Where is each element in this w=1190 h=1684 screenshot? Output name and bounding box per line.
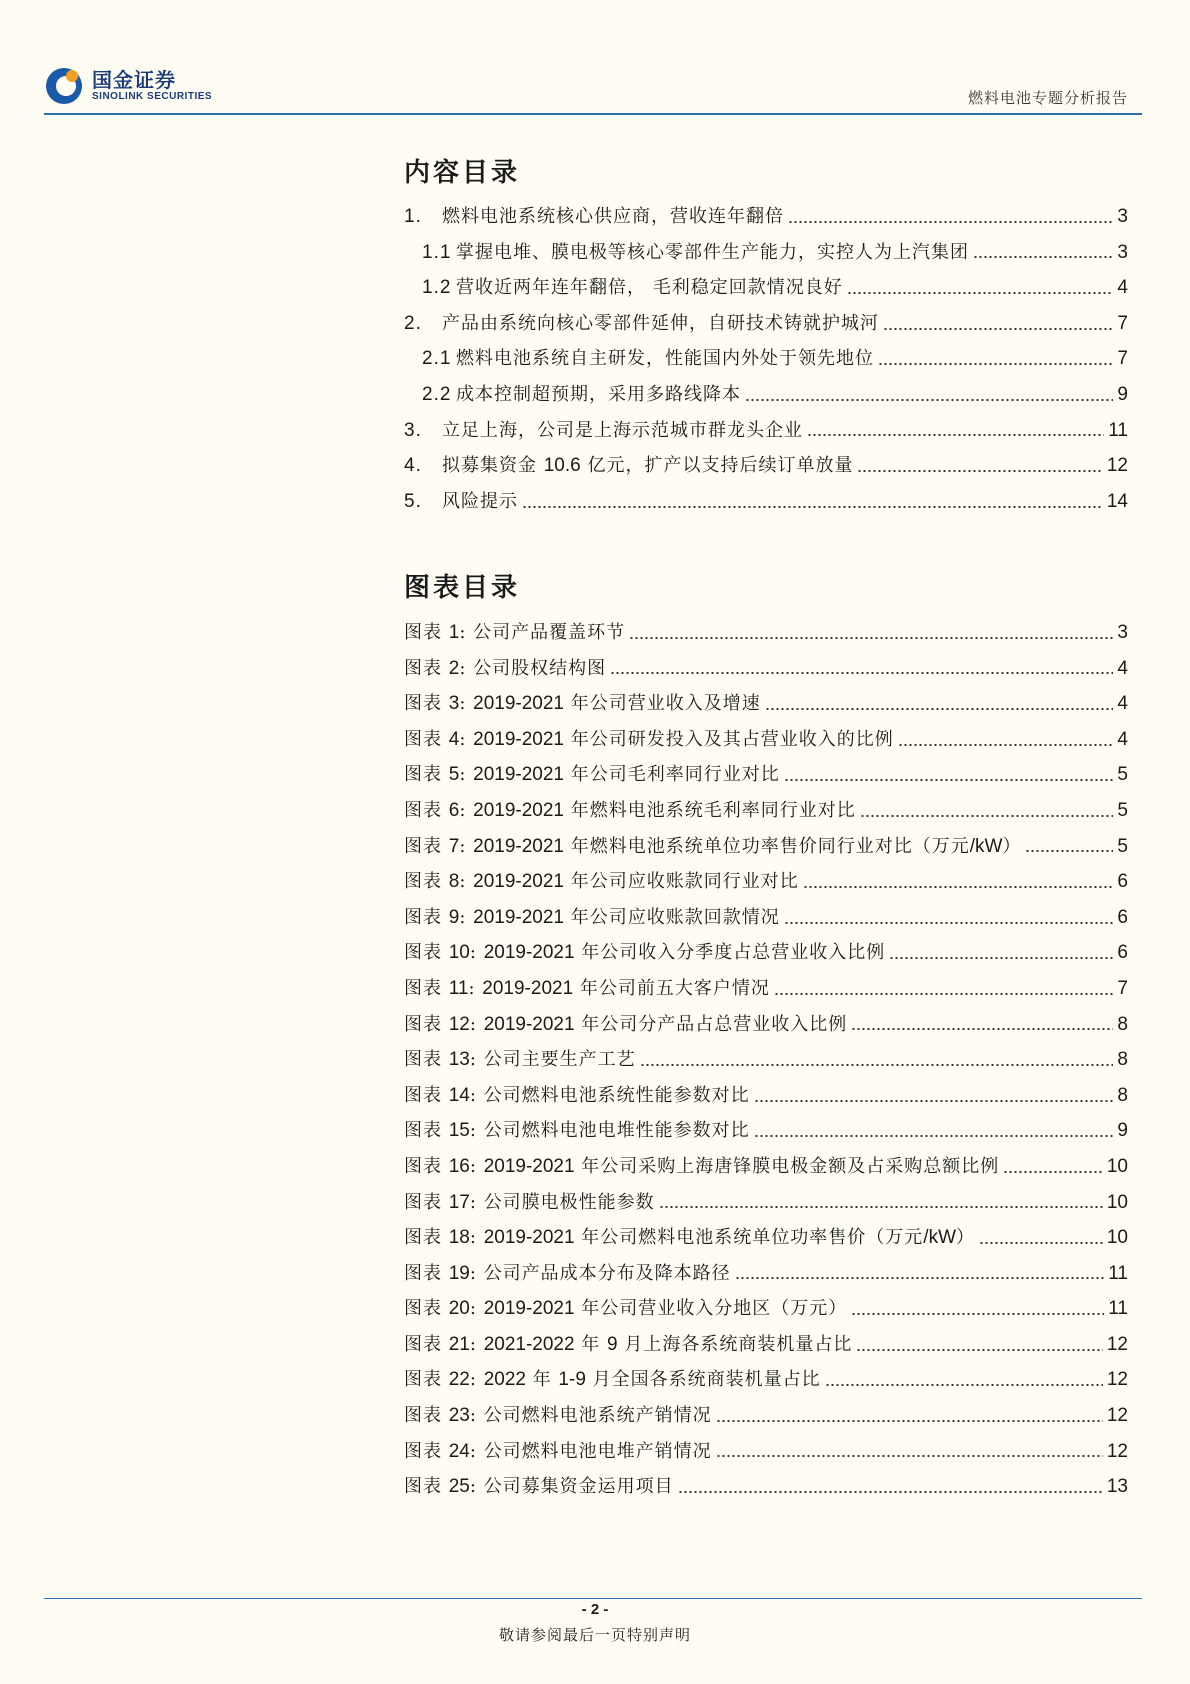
toc-page-number: 10 <box>1106 1191 1128 1213</box>
toc-entry-text <box>404 306 879 342</box>
toc-page-number: 4 <box>1117 728 1128 750</box>
toc-leader-dots <box>860 815 1114 817</box>
contents-item-5[interactable] <box>404 341 1128 377</box>
toc-entry-title: 公司募集资金运用项目 <box>483 1476 674 1498</box>
toc-entry-text <box>404 1007 847 1043</box>
toc-page-number: 7 <box>1117 977 1128 999</box>
toc-entry-title: 2019-2021 年公司燃料电池系统单位功率售价（万元/kW） <box>483 1227 976 1249</box>
figures-title: 图表目录 <box>404 573 521 603</box>
toc-entry-label: 图表 8: <box>404 871 467 893</box>
toc-leader-dots <box>765 708 1114 710</box>
toc-leader-dots <box>807 434 1104 436</box>
toc-leader-dots <box>754 1135 1114 1137</box>
toc-leader-dots <box>754 1100 1114 1102</box>
page-number: - 2 - <box>581 1601 609 1618</box>
figure-item-14[interactable] <box>404 1078 1128 1114</box>
contents-item-1[interactable] <box>404 199 1128 235</box>
figure-item-25[interactable] <box>404 1469 1128 1505</box>
contents-item-4[interactable] <box>404 306 1128 342</box>
toc-leader-dots <box>735 1277 1105 1279</box>
figure-item-13[interactable] <box>404 1042 1128 1078</box>
toc-entry-title: 营收近两年连年翻倍， 毛利稳定回款情况良好 <box>456 277 843 299</box>
contents-item-3[interactable] <box>404 270 1128 306</box>
report-title: 燃料电池专题分析报告 <box>967 89 1128 107</box>
toc-entry-title: 公司燃料电池电堆产销情况 <box>483 1440 712 1462</box>
toc-entry-title: 立足上海，公司是上海示范城市群龙头企业 <box>442 419 803 441</box>
toc-page-number: 11 <box>1108 1298 1128 1320</box>
toc-entry-title: 公司燃料电池电堆性能参数对比 <box>483 1120 750 1142</box>
contents-item-7[interactable] <box>404 413 1128 449</box>
toc-entry-label: 图表 24: <box>404 1440 477 1462</box>
toc-page-number: 4 <box>1117 277 1128 299</box>
contents-title: 内容目录 <box>404 158 521 188</box>
toc-entry-text <box>404 757 780 793</box>
toc-leader-dots <box>774 993 1114 995</box>
toc-leader-dots <box>629 637 1113 639</box>
toc-leader-dots <box>716 1420 1103 1422</box>
toc-entry-label: 图表 9: <box>404 906 467 928</box>
toc-entry-text <box>404 1078 750 1114</box>
toc-entry-text <box>404 1042 636 1078</box>
toc-page-number: 5 <box>1117 764 1128 786</box>
figure-item-15[interactable] <box>404 1113 1128 1149</box>
toc-page-number: 7 <box>1117 348 1128 370</box>
toc-entry-text <box>404 1327 852 1363</box>
toc-leader-dots <box>1025 850 1113 852</box>
toc-entry-number: 2.2 <box>422 383 452 405</box>
toc-entry-text <box>404 1185 655 1221</box>
toc-entry-text <box>404 1220 975 1256</box>
figures-list <box>404 615 1128 1505</box>
toc-entry-text <box>404 199 784 235</box>
toc-entry-title: 2019-2021 年公司营业收入分地区（万元） <box>483 1298 848 1320</box>
toc-leader-dots <box>640 1064 1114 1066</box>
toc-entry-title: 掌握电堆、膜电极等核心零部件生产能力，实控人为上汽集团 <box>456 241 969 263</box>
toc-page-number: 12 <box>1106 1440 1128 1462</box>
toc-leader-dots <box>745 399 1113 401</box>
toc-entry-text <box>404 793 856 829</box>
toc-page-number: 8 <box>1117 1013 1128 1035</box>
toc-entry-label: 图表 15: <box>404 1120 477 1142</box>
toc-page-number: 11 <box>1108 419 1128 441</box>
toc-leader-dots <box>898 744 1114 746</box>
toc-leader-dots <box>1003 1171 1103 1173</box>
toc-entry-title: 公司燃料电池系统性能参数对比 <box>483 1084 750 1106</box>
toc-page-number: 12 <box>1106 1369 1128 1391</box>
figure-item-23[interactable] <box>404 1398 1128 1434</box>
figure-item-9[interactable] <box>404 900 1128 936</box>
figure-item-19[interactable] <box>404 1256 1128 1292</box>
toc-entry-number: 1.1 <box>422 241 452 263</box>
toc-page-number: 5 <box>1117 799 1128 821</box>
toc-entry-title: 2019-2021 年公司应收账款回款情况 <box>473 906 780 928</box>
toc-leader-dots <box>851 1313 1104 1315</box>
toc-entry-title: 2019-2021 年公司应收账款同行业对比 <box>473 871 799 893</box>
figure-item-22[interactable] <box>404 1362 1128 1398</box>
toc-entry-text <box>404 1469 674 1505</box>
toc-leader-dots <box>878 363 1113 365</box>
figure-item-3[interactable] <box>404 686 1128 722</box>
toc-page-number: 10 <box>1106 1155 1128 1177</box>
toc-entry-text <box>404 1113 750 1149</box>
toc-entry-title: 公司股权结构图 <box>473 657 607 679</box>
toc-page-number: 9 <box>1117 1120 1128 1142</box>
toc-entry-label: 图表 12: <box>404 1013 477 1035</box>
toc-entry-text <box>404 413 803 449</box>
toc-entry-number: 2. <box>404 312 422 334</box>
toc-entry-label: 图表 7: <box>404 835 467 857</box>
toc-entry-title: 2019-2021 年燃料电池系统毛利率同行业对比 <box>473 799 856 821</box>
toc-entry-title: 风险提示 <box>442 490 518 512</box>
figure-item-20[interactable] <box>404 1291 1128 1327</box>
toc-entry-label: 图表 22: <box>404 1369 477 1391</box>
toc-entry-text <box>422 235 969 271</box>
toc-entry-title: 2019-2021 年公司营业收入及增速 <box>473 693 761 715</box>
toc-entry-text <box>404 1291 847 1327</box>
toc-leader-dots <box>856 1349 1103 1351</box>
toc-entry-text <box>404 484 518 520</box>
toc-leader-dots <box>857 470 1102 472</box>
figure-item-6[interactable] <box>404 793 1128 829</box>
figure-item-18[interactable] <box>404 1220 1128 1256</box>
toc-leader-dots <box>784 779 1114 781</box>
figure-item-5[interactable] <box>404 757 1128 793</box>
toc-entry-text <box>404 900 780 936</box>
toc-page-number: 13 <box>1106 1476 1128 1498</box>
toc-entry-label: 图表 25: <box>404 1476 477 1498</box>
toc-page-number: 8 <box>1117 1084 1128 1106</box>
contents-item-6[interactable] <box>404 377 1128 413</box>
toc-page-number: 3 <box>1117 206 1128 227</box>
toc-entry-title: 2022 年 1-9 月全国各系统商装机量占比 <box>483 1369 821 1391</box>
toc-entry-text <box>404 864 799 900</box>
figure-item-7[interactable] <box>404 829 1128 865</box>
toc-entry-label: 图表 17: <box>404 1191 477 1213</box>
toc-entry-label: 图表 3: <box>404 693 467 715</box>
toc-entry-label: 图表 10: <box>404 942 477 964</box>
toc-page-number: 4 <box>1117 657 1128 679</box>
figure-item-10[interactable] <box>404 935 1128 971</box>
toc-entry-number: 1. <box>404 206 422 227</box>
footer-disclaimer: 敬请参阅最后一页特别声明 <box>498 1626 691 1644</box>
toc-entry-text <box>422 270 843 306</box>
toc-entry-number: 1.2 <box>422 277 452 299</box>
footer-divider <box>44 1598 1142 1599</box>
toc-entry-label: 图表 4: <box>404 728 467 750</box>
toc-entry-label: 图表 23: <box>404 1405 477 1427</box>
toc-entry-text <box>404 651 606 687</box>
toc-entry-text <box>404 971 770 1007</box>
toc-page-number: 9 <box>1117 383 1128 405</box>
toc-page-number: 7 <box>1117 312 1128 334</box>
toc-entry-title: 2021-2022 年 9 月上海各系统商装机量占比 <box>483 1333 853 1355</box>
toc-entry-text <box>404 615 625 651</box>
toc-entry-text <box>404 722 894 758</box>
toc-page-number: 3 <box>1117 622 1128 643</box>
toc-entry-title: 燃料电池系统自主研发，性能国内外处于领先地位 <box>456 348 874 370</box>
figure-item-2[interactable] <box>404 651 1128 687</box>
toc-page-number: 4 <box>1117 693 1128 715</box>
contents-item-2[interactable] <box>404 235 1128 271</box>
figure-item-17[interactable] <box>404 1185 1128 1221</box>
toc-entry-title: 公司产品成本分布及降本路径 <box>483 1262 731 1284</box>
figure-item-21[interactable] <box>404 1327 1128 1363</box>
toc-entry-number: 3. <box>404 419 422 441</box>
toc-entry-label: 图表 20: <box>404 1298 477 1320</box>
toc-entry-text <box>422 341 874 377</box>
toc-entry-label: 图表 1: <box>404 622 467 643</box>
toc-entry-text <box>404 829 1021 865</box>
toc-entry-text <box>404 1256 731 1292</box>
toc-leader-dots <box>716 1455 1103 1457</box>
contents-item-8[interactable] <box>404 448 1128 484</box>
toc-entry-title: 燃料电池系统核心供应商，营收连年翻倍 <box>442 206 784 227</box>
toc-leader-dots <box>847 292 1114 294</box>
toc-entry-title: 2019-2021 年公司研发投入及其占营业收入的比例 <box>473 728 894 750</box>
toc-page-number: 10 <box>1106 1227 1128 1249</box>
toc-entry-label: 图表 14: <box>404 1084 477 1106</box>
toc-entry-text <box>422 377 741 413</box>
toc-entry-number: 4. <box>404 455 422 477</box>
toc-entry-title: 2019-2021 年公司收入分季度占总营业收入比例 <box>483 942 886 964</box>
toc-page-number: 12 <box>1106 455 1128 477</box>
logo-english-name: SINOLINK SECURITIES <box>92 91 213 102</box>
figure-item-8[interactable] <box>404 864 1128 900</box>
toc-page-number: 6 <box>1117 906 1128 928</box>
toc-page-number: 8 <box>1117 1049 1128 1071</box>
toc-entry-number: 2.1 <box>422 348 452 370</box>
toc-entry-label: 图表 13: <box>404 1049 477 1071</box>
toc-entry-title: 公司产品覆盖环节 <box>473 622 626 643</box>
toc-entry-text <box>404 1398 712 1434</box>
toc-page-number: 3 <box>1117 241 1128 263</box>
toc-entry-number: 5. <box>404 490 422 512</box>
toc-page-number: 6 <box>1117 871 1128 893</box>
toc-leader-dots <box>883 328 1113 330</box>
toc-entry-title: 公司燃料电池系统产销情况 <box>483 1405 712 1427</box>
toc-leader-dots <box>803 886 1114 888</box>
figure-item-1[interactable] <box>404 615 1128 651</box>
toc-entry-title: 2019-2021 年公司采购上海唐锋膜电极金额及占采购总额比例 <box>483 1155 1000 1177</box>
contents-list <box>404 199 1128 519</box>
toc-entry-title: 公司膜电极性能参数 <box>483 1191 655 1213</box>
toc-page-number: 6 <box>1117 942 1128 964</box>
toc-entry-label: 图表 16: <box>404 1155 477 1177</box>
company-logo <box>44 66 212 106</box>
toc-entry-text <box>404 1149 999 1185</box>
toc-leader-dots <box>889 957 1113 959</box>
toc-leader-dots <box>784 922 1114 924</box>
toc-entry-label: 图表 5: <box>404 764 467 786</box>
toc-entry-title: 成本控制超预期，采用多路线降本 <box>456 383 741 405</box>
toc-entry-text <box>404 448 853 484</box>
logo-chinese-name: 国金证券 <box>92 68 176 92</box>
toc-leader-dots <box>659 1206 1103 1208</box>
toc-leader-dots <box>973 256 1113 258</box>
toc-leader-dots <box>610 672 1113 674</box>
toc-entry-title: 2019-2021 年公司毛利率同行业对比 <box>473 764 780 786</box>
toc-page-number: 14 <box>1106 490 1128 512</box>
sinolink-logo-icon <box>44 66 84 106</box>
toc-page-number: 12 <box>1106 1333 1128 1355</box>
toc-leader-dots <box>979 1242 1103 1244</box>
toc-page-number: 5 <box>1117 835 1128 857</box>
figure-item-16[interactable] <box>404 1149 1128 1185</box>
toc-entry-label: 图表 6: <box>404 799 467 821</box>
toc-entry-text <box>404 935 885 971</box>
toc-entry-title: 产品由系统向核心零部件延伸，自研技术铸就护城河 <box>442 312 879 334</box>
toc-entry-text <box>404 686 761 722</box>
toc-leader-dots <box>788 221 1113 223</box>
header-divider <box>44 113 1142 115</box>
toc-entry-title: 拟募集资金 10.6 亿元，扩产以支持后续订单放量 <box>442 455 854 477</box>
toc-entry-title: 2019-2021 年公司前五大客户情况 <box>482 977 770 999</box>
toc-entry-title: 2019-2021 年公司分产品占总营业收入比例 <box>483 1013 848 1035</box>
toc-page-number: 12 <box>1106 1405 1128 1427</box>
toc-entry-title: 公司主要生产工艺 <box>483 1049 636 1071</box>
toc-entry-label: 图表 2: <box>404 657 467 679</box>
toc-leader-dots <box>522 506 1103 508</box>
toc-entry-label: 图表 21: <box>404 1333 477 1355</box>
contents-item-9[interactable] <box>404 484 1128 520</box>
toc-entry-label: 图表 18: <box>404 1227 477 1249</box>
toc-leader-dots <box>678 1491 1103 1493</box>
toc-leader-dots <box>851 1028 1113 1030</box>
figure-item-11[interactable] <box>404 971 1128 1007</box>
toc-entry-label: 图表 11: <box>404 977 476 999</box>
toc-page-number: 11 <box>1108 1262 1128 1284</box>
figure-item-4[interactable] <box>404 722 1128 758</box>
figure-item-24[interactable] <box>404 1434 1128 1470</box>
toc-entry-text <box>404 1434 712 1470</box>
figure-item-12[interactable] <box>404 1007 1128 1043</box>
toc-leader-dots <box>825 1384 1103 1386</box>
toc-entry-label: 图表 19: <box>404 1262 477 1284</box>
toc-entry-text <box>404 1362 821 1398</box>
toc-entry-title: 2019-2021 年燃料电池系统单位功率售价同行业对比（万元/kW） <box>473 835 1022 857</box>
